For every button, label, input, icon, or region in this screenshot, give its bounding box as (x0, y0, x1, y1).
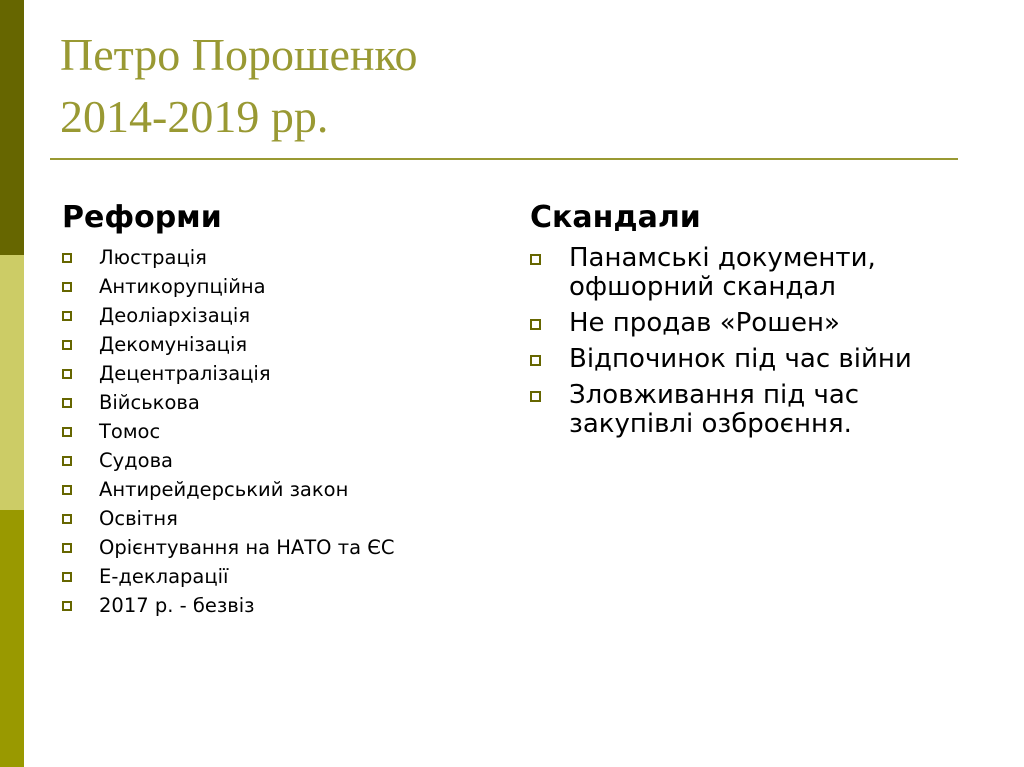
list-item-text: Децентралізація (99, 362, 271, 385)
list-item-text: Декомунізація (99, 333, 248, 356)
list-item (62, 359, 502, 388)
list-item (62, 243, 502, 272)
square-bullet-icon (62, 311, 72, 321)
list-item (62, 272, 502, 301)
list-item-text: Деоліархізація (99, 304, 251, 327)
list-item (530, 345, 970, 374)
list-item (530, 309, 970, 338)
list-item-text: Військова (99, 391, 200, 414)
list-item (62, 330, 502, 359)
list-item (530, 381, 970, 439)
title-divider (50, 158, 958, 160)
list-item (62, 417, 502, 446)
list-item (62, 301, 502, 330)
list-item (62, 446, 502, 475)
square-bullet-icon (62, 572, 72, 582)
list-item (62, 562, 502, 591)
list-item-text: Люстрація (99, 246, 207, 269)
list-item-text: Зловживання під час закупівлі озброєння. (569, 380, 860, 439)
list-item (530, 244, 970, 302)
square-bullet-icon (62, 514, 72, 524)
scandals-heading: Скандали (530, 200, 701, 235)
list-item (62, 388, 502, 417)
square-bullet-icon (62, 543, 72, 553)
list-item (62, 475, 502, 504)
title-line-2: 2014-2019 рр. (60, 91, 329, 142)
side-bar-middle (0, 255, 24, 510)
square-bullet-icon (62, 485, 72, 495)
list-item-text: Орієнтування на НАТО та ЄС (99, 536, 395, 559)
square-bullet-icon (62, 398, 72, 408)
list-item-text: Антирейдерський закон (99, 478, 349, 501)
square-bullet-icon (62, 253, 72, 263)
title-line-1: Петро Порошенко (60, 29, 418, 80)
square-bullet-icon (530, 391, 541, 402)
list-item-text: Томос (99, 420, 161, 443)
reforms-list (62, 243, 502, 620)
scandals-list (530, 244, 970, 439)
square-bullet-icon (62, 340, 72, 350)
list-item-text: Не продав «Рошен» (569, 308, 840, 338)
square-bullet-icon (62, 456, 72, 466)
list-item-text: Відпочинок під час війни (569, 344, 912, 374)
list-item-text: Судова (99, 449, 174, 472)
square-bullet-icon (530, 319, 541, 330)
square-bullet-icon (62, 369, 72, 379)
list-item-text: Е-декларації (99, 565, 229, 588)
square-bullet-icon (62, 601, 72, 611)
square-bullet-icon (62, 427, 72, 437)
list-item-text: Освітня (99, 507, 178, 530)
side-bar-bottom (0, 510, 24, 767)
square-bullet-icon (62, 282, 72, 292)
list-item (62, 591, 502, 620)
reforms-heading: Реформи (62, 200, 222, 235)
slide-title (60, 24, 418, 148)
square-bullet-icon (530, 254, 541, 265)
reforms-column (62, 196, 502, 620)
list-item (62, 504, 502, 533)
list-item (62, 533, 502, 562)
scandals-column (530, 196, 970, 446)
list-item-text: Антикорупційна (99, 275, 266, 298)
square-bullet-icon (530, 355, 541, 366)
list-item-text: Панамські документи, офшорний скандал (569, 243, 876, 302)
side-bar-top (0, 0, 24, 255)
list-item-text: 2017 р. - безвіз (99, 594, 255, 617)
